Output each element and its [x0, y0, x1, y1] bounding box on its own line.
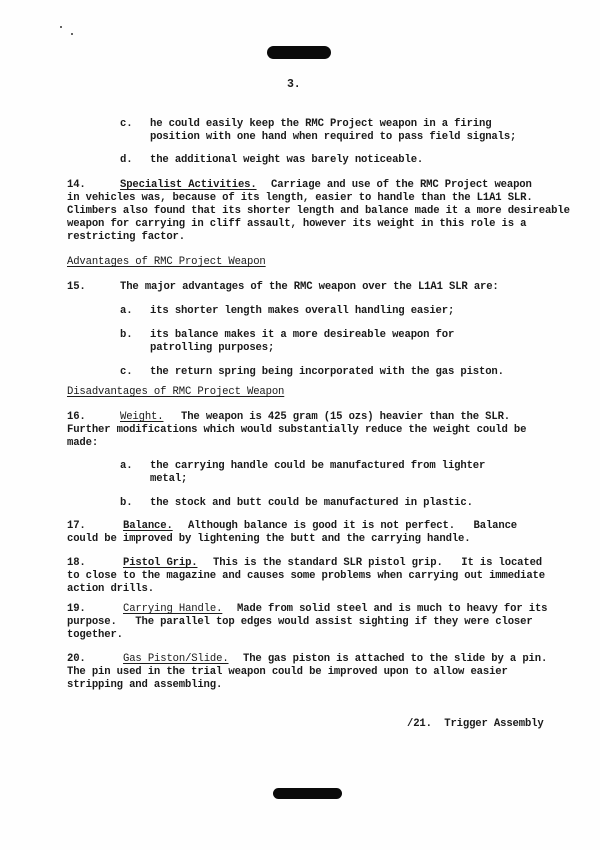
paragraph-number: 19. [67, 603, 86, 615]
page-number: 3. [287, 78, 301, 91]
paragraph-heading: Gas Piston/Slide. [123, 653, 229, 665]
paragraph-number: 18. [67, 557, 86, 569]
item-label: a. [120, 460, 133, 472]
paragraph-text: made: [67, 437, 99, 449]
paragraph-text: restricting factor. [67, 231, 185, 243]
item-label: c. [120, 366, 133, 378]
paragraph-text: stripping and assembling. [67, 679, 223, 691]
paragraph-text: Carriage and use of the RMC Project weapon [271, 179, 532, 191]
item-text: the carrying handle could be manufactured from lighter [150, 460, 486, 472]
paragraph-text: The pin used in the trial weapon could be improved upon to allow easier [67, 666, 508, 678]
item-text: the additional weight was barely noticeable. [150, 154, 424, 166]
paragraph-text: Further modifications which would substantially reduce the weight could be [67, 424, 527, 436]
item-text: its shorter length makes overall handling easier; [150, 305, 455, 317]
item-label: d. [120, 154, 133, 166]
paragraph-text: in vehicles was, because of its length, easier to handle than the L1A1 SLR. [67, 192, 533, 204]
paragraph-heading: Pistol Grip. [123, 557, 198, 569]
header-redaction [267, 46, 331, 59]
scan-speck [60, 26, 62, 28]
paragraph-text: weapon for carrying in cliff assault, however its weight in this role is a [67, 218, 527, 230]
item-text: metal; [150, 473, 188, 485]
item-label: c. [120, 118, 133, 130]
item-text: patrolling purposes; [150, 342, 275, 354]
paragraph-heading: Weight. [120, 411, 164, 423]
item-text: its balance makes it a more desireable weapon for [150, 329, 455, 341]
paragraph-number: 17. [67, 520, 86, 532]
item-label: b. [120, 497, 133, 509]
paragraph-text: could be improved by lightening the butt and the carrying handle. [67, 533, 471, 545]
paragraph-heading: Specialist Activities. [120, 179, 257, 191]
section-heading: Advantages of RMC Project Weapon [67, 256, 266, 268]
paragraph-text: Although balance is good it is not perfect. Balance [188, 520, 517, 532]
paragraph-text: The weapon is 425 gram (15 ozs) heavier than the SLR. [181, 411, 510, 423]
footer-redaction [273, 788, 342, 799]
paragraph-text: purpose. The parallel top edges would assist sighting if they were closer [67, 616, 533, 628]
item-text: he could easily keep the RMC Project weapon in a firing [150, 118, 492, 130]
paragraph-number: 20. [67, 653, 86, 665]
item-label: a. [120, 305, 133, 317]
paragraph-text: Made from solid steel and is much to heavy for its [237, 603, 548, 615]
paragraph-number: 14. [67, 179, 86, 191]
item-text: the stock and butt could be manufactured in plastic. [150, 497, 473, 509]
item-text: position with one hand when required to pass field signals; [150, 131, 517, 143]
paragraph-text: together. [67, 629, 123, 641]
paragraph-text: action drills. [67, 583, 154, 595]
paragraph-text: This is the standard SLR pistol grip. It is located [213, 557, 542, 569]
paragraph-text: to close to the magazine and causes some problems when carrying out immediate [67, 570, 545, 582]
section-heading: Disadvantages of RMC Project Weapon [67, 386, 285, 398]
paragraph-heading: Carrying Handle. [123, 603, 223, 615]
paragraph-number: 16. [67, 411, 86, 423]
scan-speck [71, 33, 73, 35]
item-label: b. [120, 329, 133, 341]
paragraph-text: The gas piston is attached to the slide by a pin. [243, 653, 548, 665]
continuation-marker: /21. Trigger Assembly [407, 718, 544, 730]
item-text: the return spring being incorporated with the gas piston. [150, 366, 504, 378]
paragraph-text: The major advantages of the RMC weapon over the L1A1 SLR are: [120, 281, 499, 293]
paragraph-number: 15. [67, 281, 86, 293]
paragraph-heading: Balance. [123, 520, 173, 532]
paragraph-text: Climbers also found that its shorter length and balance made it a more desireable [67, 205, 570, 217]
